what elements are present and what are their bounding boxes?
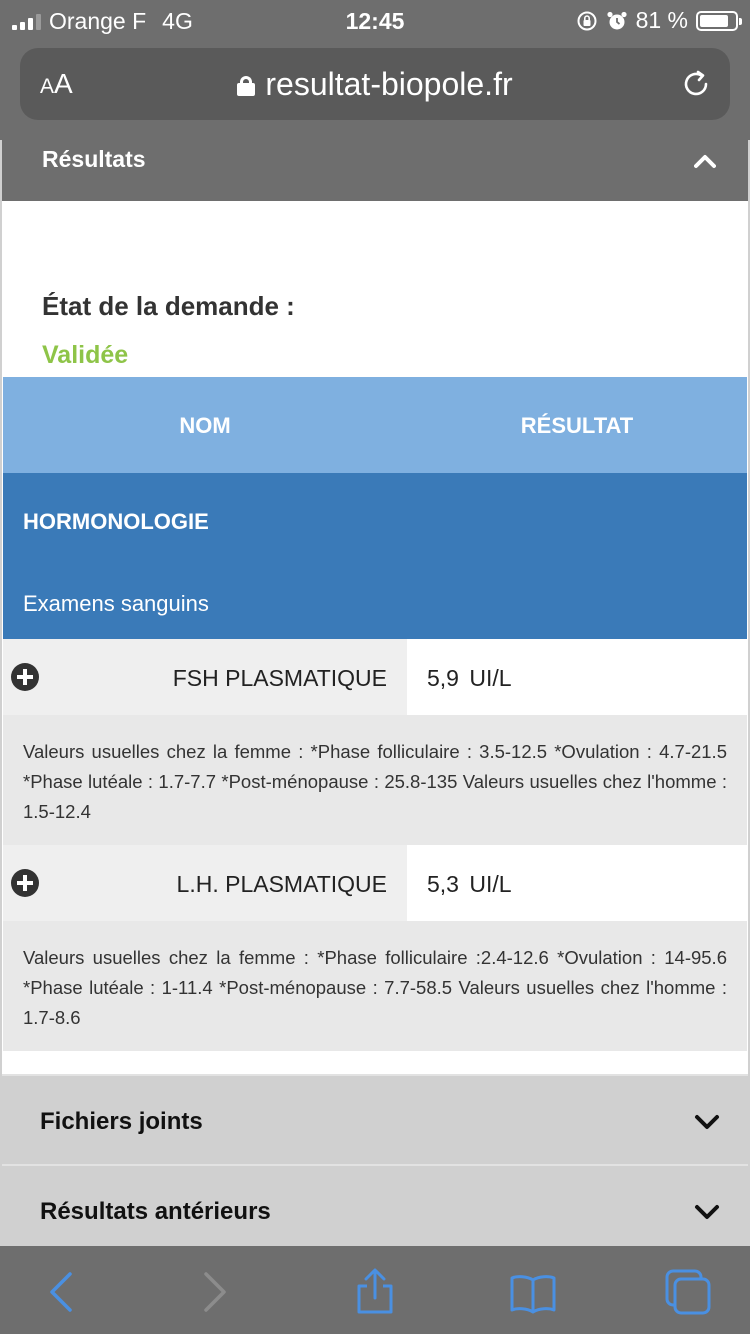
- test-value: 5,3 UI/L: [427, 871, 512, 897]
- results-card: [2, 201, 748, 1074]
- rotation-lock-icon: [576, 10, 598, 32]
- test-name: L.H. PLASMATIQUE: [176, 871, 387, 897]
- page-content: [0, 140, 750, 1246]
- chevron-down-icon[interactable]: [694, 1202, 720, 1222]
- reference-values-note: Valeurs usuelles chez la femme : *Phase folliculaire :2.4-12.6 *Ovulation : 14-95.6 *Phase lutéale : 1-11.4 *Post-ménopause : 7.7-58.5 Valeurs usuelles chez l'homme : 1.7-8.6: [3, 921, 747, 1051]
- battery-percent: 81 %: [635, 7, 688, 33]
- back-icon[interactable]: [38, 1268, 86, 1316]
- forward-icon[interactable]: [190, 1268, 238, 1316]
- carrier-name: Orange F: [49, 8, 147, 34]
- results-title: Résultats: [42, 146, 146, 172]
- bookmarks-icon[interactable]: [509, 1268, 557, 1316]
- network-type: 4G: [162, 8, 193, 34]
- battery-icon: [696, 11, 738, 31]
- request-state-label: État de la demande :: [42, 291, 295, 321]
- table-header: [3, 377, 747, 473]
- chevron-down-icon[interactable]: [694, 1112, 720, 1132]
- browser-toolbar: [0, 1246, 750, 1334]
- table-row: [3, 639, 747, 715]
- attached-files-title: Fichiers joints: [40, 1108, 203, 1135]
- battery-level: [700, 15, 728, 27]
- test-name: FSH PLASMATIQUE: [172, 665, 387, 691]
- row-name-cell: [3, 639, 407, 715]
- test-value: 5,9 UI/L: [427, 665, 512, 691]
- share-icon[interactable]: [351, 1268, 399, 1316]
- results-accordion-header[interactable]: [2, 140, 748, 201]
- column-header-result: RÉSULTAT: [520, 413, 634, 438]
- tabs-icon[interactable]: [664, 1268, 712, 1316]
- chevron-up-icon[interactable]: [694, 150, 716, 172]
- lock-icon: [237, 76, 255, 96]
- column-header-name: NOM: [179, 413, 231, 438]
- expand-plus-icon[interactable]: [11, 663, 39, 691]
- expand-plus-icon[interactable]: [11, 869, 39, 897]
- section-subtitle: Examens sanguins: [23, 591, 209, 616]
- url-text: resultat-biopole.fr: [265, 66, 513, 102]
- clock: 12:45: [345, 8, 405, 34]
- row-name-cell: [3, 845, 407, 921]
- section-title: HORMONOLOGIE: [23, 509, 209, 534]
- attached-files-accordion[interactable]: [2, 1074, 748, 1164]
- address-bar[interactable]: [20, 48, 730, 120]
- row-result-cell: [407, 639, 747, 715]
- reference-values-note: Valeurs usuelles chez la femme : *Phase folliculaire : 3.5-12.5 *Ovulation : 4.7-21.5 *Phase lutéale : 1.7-7.7 *Post-ménopause : 25.8-135 Valeurs usuelles chez l'homme : 1.5-12.4: [3, 715, 747, 845]
- text-size-button[interactable]: AA: [40, 68, 73, 99]
- row-result-cell: [407, 845, 747, 921]
- browser-chrome: [0, 40, 750, 140]
- url-display[interactable]: [20, 66, 730, 103]
- previous-results-title: Résultats antérieurs: [40, 1198, 271, 1225]
- section-header: [3, 473, 747, 639]
- status-bar: [0, 0, 750, 40]
- reload-icon[interactable]: [680, 68, 712, 100]
- status-right: [576, 7, 738, 34]
- table-row: [3, 845, 747, 921]
- alarm-icon: [606, 10, 628, 32]
- request-state-value: Validée: [42, 341, 129, 369]
- previous-results-accordion[interactable]: [2, 1164, 748, 1254]
